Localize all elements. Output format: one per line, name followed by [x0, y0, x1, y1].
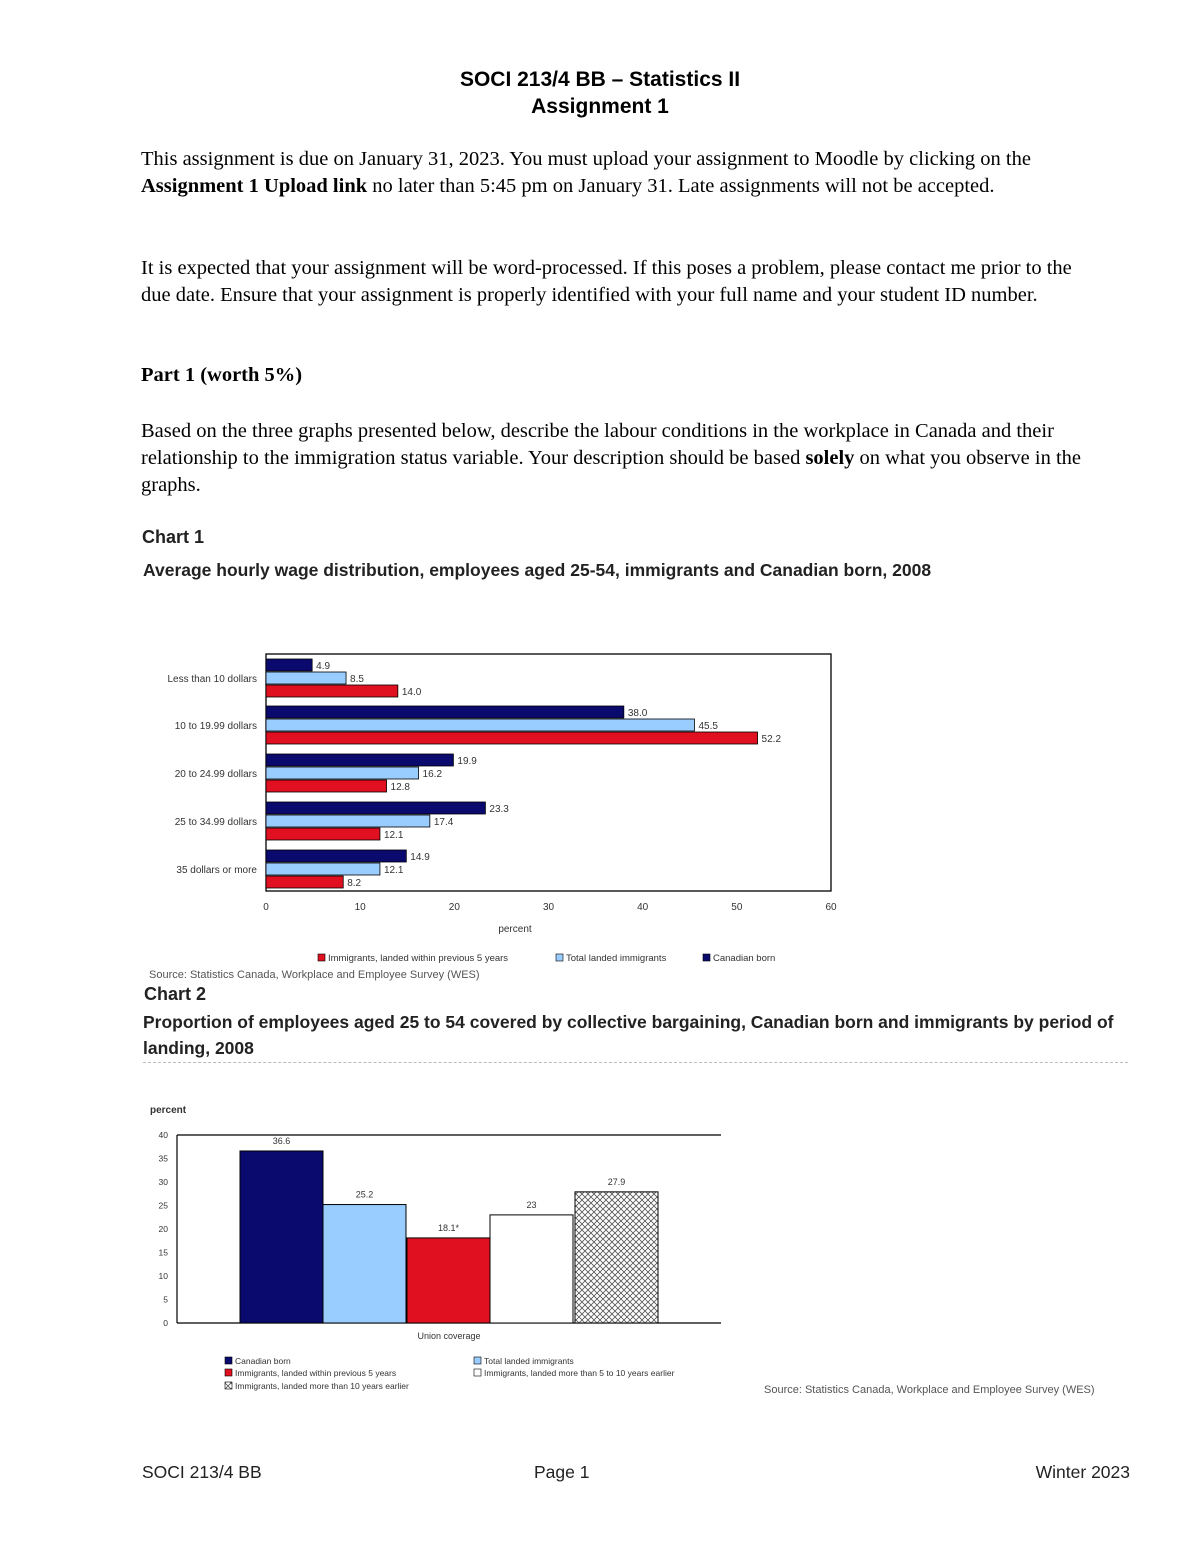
- part-1-text-b: on what you observe in the graphs.: [141, 447, 1082, 496]
- chart-1-data-label: 12.1: [383, 830, 404, 841]
- chart-2-data-label: 23: [526, 1199, 537, 1210]
- chart-1-x-tick: 50: [731, 902, 743, 913]
- chart-2-legend-swatch: [225, 1357, 232, 1364]
- chart-1-data-label: 23.3: [489, 804, 509, 815]
- chart-2-bar: [407, 1238, 490, 1323]
- chart-1-data-label: 38.0: [627, 708, 648, 719]
- chart-2-y-tick: 0: [163, 1318, 168, 1328]
- chart-2-y-tick: 35: [158, 1153, 168, 1164]
- chart-1-data-label: 8.5: [350, 674, 364, 685]
- chart-2-y-tick: 15: [158, 1247, 168, 1258]
- chart-2-xlabel: Union coverage: [417, 1331, 481, 1341]
- chart-1-data-label: 14.9: [410, 852, 430, 863]
- chart-1-data-label: 45.5: [698, 721, 718, 732]
- chart-2-bar: [575, 1192, 658, 1323]
- chart-1-x-tick: 0: [263, 902, 269, 913]
- chart-2-data-label: 18.1*: [437, 1222, 460, 1233]
- chart-1-x-tick: 10: [354, 902, 366, 913]
- chart-2-legend-label: Total landed immigrants: [484, 1356, 574, 1366]
- chart-2-y-tick: 25: [158, 1200, 168, 1211]
- chart-1-label: Chart 1: [142, 527, 205, 547]
- chart-2-data-label: 36.6: [272, 1135, 291, 1146]
- chart-2-bar: [323, 1205, 406, 1323]
- chart-2-label: Chart 2: [144, 984, 207, 1004]
- chart-1-data-label: 14.0: [401, 687, 422, 698]
- chart-2-legend-swatch: [225, 1369, 232, 1376]
- chart-1-x-tick: 30: [542, 902, 555, 913]
- chart-2-bar: [490, 1215, 573, 1323]
- chart-2-y-tick: 5: [163, 1294, 168, 1305]
- chart-1-legend-label: Immigrants, landed within previous 5 years: [328, 953, 509, 964]
- assignment-title: Assignment 1: [531, 95, 669, 118]
- footer-term: Winter 2023: [1035, 1462, 1130, 1482]
- chart-2-data-label: 25.2: [355, 1189, 374, 1200]
- chart-2-data-label: 27.9: [607, 1176, 626, 1187]
- chart-1-data-label: 12.1: [383, 865, 404, 876]
- chart-1-category-label: 20 to 24.99 dollars: [174, 769, 257, 780]
- chart-1-data-label: 52.2: [761, 734, 782, 745]
- chart-1-category-label: 10 to 19.99 dollars: [174, 721, 257, 732]
- intro-paragraph-2: It is expected that your assignment will be word-processed. If this poses a problem, please contact me prior to the due date. Ensure that your assignment is properly identified with your full name and your student ID number.: [141, 257, 1072, 306]
- chart-2-legend-label: Immigrants, landed more than 5 to 10 years earlier: [484, 1368, 675, 1378]
- chart-2-title: Proportion of employees aged 25 to 54 covered by collective bargaining, Canadian born and immigrants by period of landing, 2008: [143, 1012, 1114, 1058]
- chart-2-source: Source: Statistics Canada, Workplace and Employee Survey (WES): [764, 1384, 1095, 1396]
- chart-1-source: Source: Statistics Canada, Workplace and Employee Survey (WES): [149, 969, 480, 981]
- chart-2-y-tick: 10: [158, 1271, 168, 1281]
- footer-page-number: Page 1: [534, 1462, 590, 1482]
- chart-1-x-tick: 60: [825, 902, 837, 913]
- chart-2-y-tick: 20: [158, 1224, 168, 1234]
- chart-2-y-tick: 40: [158, 1130, 168, 1140]
- chart-2-ylabel: percent: [150, 1105, 187, 1116]
- chart-1-category-label: 25 to 34.99 dollars: [174, 817, 257, 828]
- intro-text-a: This assignment is due on January 31, 2023. You must upload your assignment to Moodle by clicking on the: [141, 148, 1031, 170]
- course-title: SOCI 213/4 BB – Statistics II: [459, 68, 741, 91]
- part-1-text-bold: solely: [805, 447, 855, 469]
- chart-2-y-tick: 30: [158, 1177, 168, 1187]
- chart-2-bar: [240, 1151, 323, 1323]
- chart-2-legend-swatch: [474, 1369, 481, 1376]
- chart-1-x-tick: 20: [448, 902, 460, 913]
- chart-1-data-label: 8.2: [347, 878, 362, 889]
- chart-1-legend-label: Total landed immigrants: [566, 953, 667, 964]
- chart-1-xlabel: percent: [498, 924, 532, 935]
- part-1-heading: Part 1 (worth 5%): [141, 364, 303, 386]
- chart-1-category-label: Less than 10 dollars: [167, 674, 257, 685]
- chart-2-legend-swatch: [225, 1382, 232, 1389]
- chart-2-legend-label: Immigrants, landed more than 10 years earlier: [235, 1381, 409, 1391]
- chart-1-data-label: 19.9: [457, 756, 477, 767]
- chart-1-x-tick: 40: [637, 902, 649, 913]
- part-1-text-a: Based on the three graphs presented below, describe the labour conditions in the workplace in Canada and their relationship to the immigration status variable. Your description should be based: [141, 420, 1054, 469]
- chart-1-category-label: 35 dollars or more: [176, 865, 257, 876]
- footer-course: SOCI 213/4 BB: [142, 1462, 262, 1482]
- chart-1-data-label: 4.9: [316, 661, 331, 672]
- chart-2-legend-swatch: [474, 1357, 481, 1364]
- chart-1-legend-label: Canadian born: [713, 953, 776, 964]
- chart-1-data-label: 17.4: [433, 817, 454, 828]
- chart-1-title: Average hourly wage distribution, employees aged 25-54, immigrants and Canadian born, 2008: [143, 560, 932, 580]
- intro-text-b: no later than 5:45 pm on January 31. Late assignments will not be accepted.: [367, 175, 995, 197]
- chart-2-legend-label: Immigrants, landed within previous 5 years: [235, 1368, 397, 1378]
- chart-1-data-label: 16.2: [422, 769, 443, 780]
- chart-2-legend-label: Canadian born: [235, 1356, 291, 1366]
- upload-link-text: Assignment 1 Upload link: [141, 175, 368, 197]
- chart-1-data-label: 12.8: [390, 782, 411, 793]
